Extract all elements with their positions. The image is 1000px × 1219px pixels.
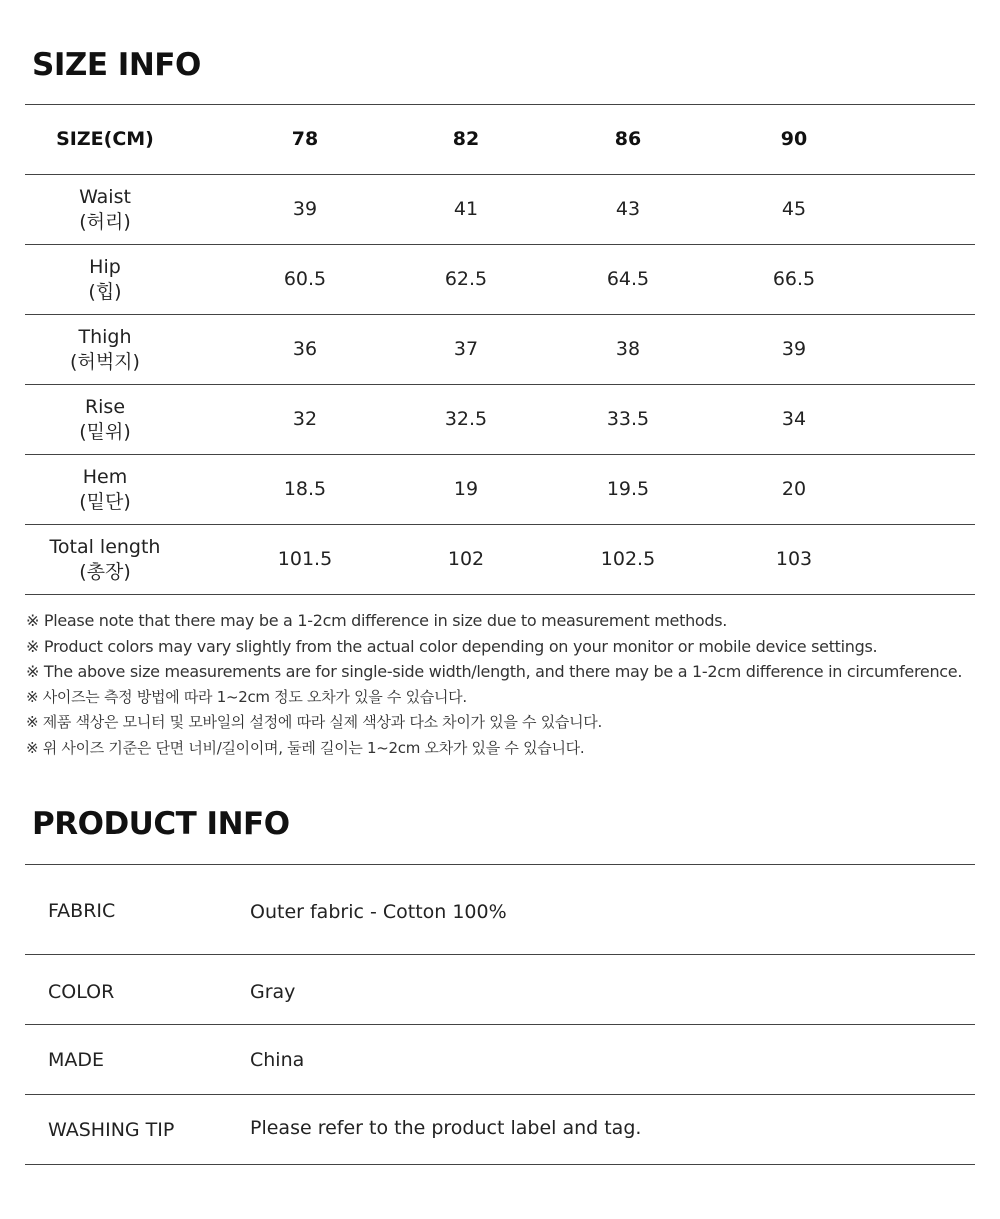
size-cell: 19 [453,478,479,500]
size-notes [26,608,986,761]
size-row-name-en: Hip [89,255,121,278]
size-row-name-en: Thigh [78,325,132,348]
note-measurement-en: ※ Please note that there may be a 1-2cm difference in size due to measurement methods. [26,611,728,630]
product-row-washing-tip [25,1095,975,1165]
size-cell: 60.5 [283,268,327,290]
product-label: COLOR [48,981,115,1003]
size-cell: 32.5 [444,408,488,430]
size-cell: 102.5 [600,548,656,570]
size-row-rise [25,385,975,455]
size-header-82: 82 [452,128,480,150]
product-value: Outer fabric - Cotton 100% [250,901,507,923]
size-cell: 102 [447,548,485,570]
size-cell: 62.5 [444,268,488,290]
product-value: China [250,1049,305,1071]
size-cell: 43 [615,198,641,220]
size-row-thigh [25,315,975,385]
size-row-name-ko: (허벅지) [70,350,140,373]
size-header-90: 90 [780,128,808,150]
size-cell: 34 [781,408,807,430]
size-cell: 37 [453,338,479,360]
size-row-label [25,315,185,384]
note-circumference-ko: ※ 위 사이즈 기준은 단면 너비/길이이며, 둘레 길이는 1~2cm 오차가 있을 수 있습니다. [26,738,585,757]
size-row-name-en: Total length [49,535,161,558]
size-cell: 39 [781,338,807,360]
size-row-name-ko: (밑위) [79,420,131,443]
product-row-color [25,955,975,1025]
product-label: FABRIC [48,900,116,922]
size-row-name-en: Rise [84,395,126,418]
product-label: WASHING TIP [48,1119,175,1141]
product-row-made [25,1025,975,1095]
size-cell: 45 [781,198,807,220]
product-row-fabric [25,865,975,955]
size-cell: 36 [292,338,318,360]
size-info-title: SIZE INFO [32,47,201,83]
size-cell: 38 [615,338,641,360]
size-cell: 19.5 [606,478,650,500]
note-color-ko: ※ 제품 색상은 모니터 및 모바일의 설정에 따라 실제 색상과 다소 차이가 있을 수 있습니다. [26,713,602,731]
size-row-label [25,175,185,244]
product-value: Please refer to the product label and tag. [250,1117,642,1139]
size-row-name-ko: (밑단) [79,490,131,513]
size-row-label [25,455,185,524]
size-row-label [25,385,185,454]
product-label: MADE [48,1049,105,1071]
size-row-total-length [25,525,975,595]
note-measurement-ko: ※ 사이즈는 측정 방법에 따라 1~2cm 정도 오차가 있을 수 있습니다. [26,687,467,706]
size-row-waist [25,175,975,245]
size-header-label: SIZE(CM) [56,128,154,150]
size-cell: 64.5 [606,268,650,290]
size-header-86: 86 [614,128,642,150]
size-row-name-ko: (허리) [79,210,131,233]
size-row-hem [25,455,975,525]
product-value: Gray [250,981,296,1003]
size-row-name-en: Hem [82,465,128,488]
product-info-title: PRODUCT INFO [32,806,290,842]
size-cell: 101.5 [277,548,333,570]
size-row-name-ko: (총장) [79,560,131,583]
size-cell: 18.5 [283,478,327,500]
size-cell: 32 [292,408,318,430]
product-info-table [25,864,975,1165]
size-table-header-row [25,105,975,175]
size-row-name-en: Waist [79,185,131,208]
size-cell: 103 [775,548,813,570]
size-header-78: 78 [291,128,319,150]
size-cell: 66.5 [772,268,816,290]
note-circumference-en: ※ The above size measurements are for single-side width/length, and there may be a 1-2cm difference in circumference. [26,662,963,681]
size-cell: 39 [292,198,318,220]
size-table [25,104,975,595]
size-cell: 41 [453,198,479,220]
size-row-label [25,245,185,314]
size-cell: 33.5 [606,408,650,430]
size-row-name-ko: (힙) [88,280,122,303]
size-cell: 20 [781,478,807,500]
note-color-en: ※ Product colors may vary slightly from the actual color depending on your monitor or mobile device settings. [26,636,878,656]
size-row-hip [25,245,975,315]
size-row-label [25,525,185,594]
